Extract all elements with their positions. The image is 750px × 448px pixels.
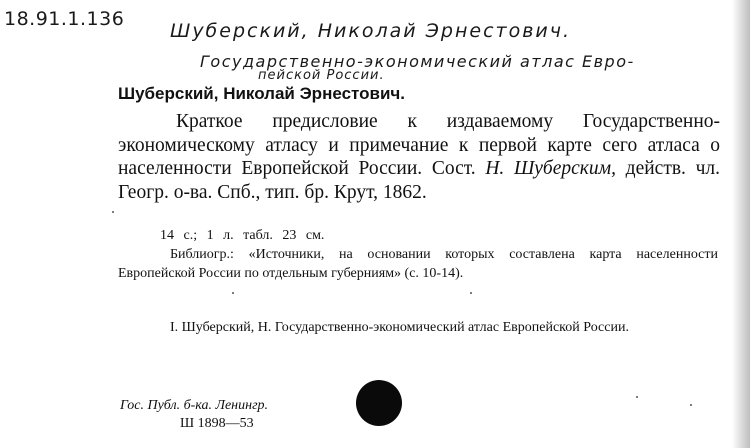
title-description bbox=[118, 110, 720, 204]
handwritten-title-line2: пейской России. bbox=[258, 68, 385, 83]
handwritten-author: Шуберский, Николай Эрнестович. bbox=[170, 20, 572, 42]
title-text: Краткое предисловие к издаваемому Государственно-экономическому атласу и примечание к первой карте сего атласа о населенности Европейской России. Сост. bbox=[118, 111, 720, 179]
speck bbox=[232, 292, 234, 294]
library-name: Гос. Публ. б-ка. Ленингр. bbox=[120, 398, 269, 413]
added-entry-tracing: I. Шуберский, Н. Государственно-экономический атлас Европейской России. bbox=[170, 320, 629, 335]
handwritten-title-line1: Государственно-экономический атлас Евро- bbox=[200, 52, 635, 71]
author-heading: Шуберский, Николай Эрнестович. bbox=[118, 84, 405, 103]
bibliography-note: Библиогр.: «Источники, на основании которых составлена карта населенности Европейской России по отдельным губерниям» (с. 10-14). bbox=[118, 247, 718, 281]
shelf-mark: 18.91.1.136 bbox=[4, 8, 125, 30]
speck bbox=[636, 396, 638, 398]
speck bbox=[470, 292, 472, 294]
speck bbox=[690, 404, 692, 406]
punch-hole bbox=[356, 380, 402, 426]
imprint-text: действ. чл. Геогр. о-ва. Спб., тип. бр. Крут, 1862. bbox=[118, 158, 720, 203]
physical-description: 14 с.; 1 л. табл. 23 см. bbox=[160, 228, 325, 243]
speck bbox=[112, 211, 114, 213]
card-edge-shadow bbox=[732, 0, 750, 448]
card-code: Ш 1898—53 bbox=[180, 416, 254, 431]
statement-of-responsibility: Н. Шуберским, bbox=[485, 158, 616, 179]
